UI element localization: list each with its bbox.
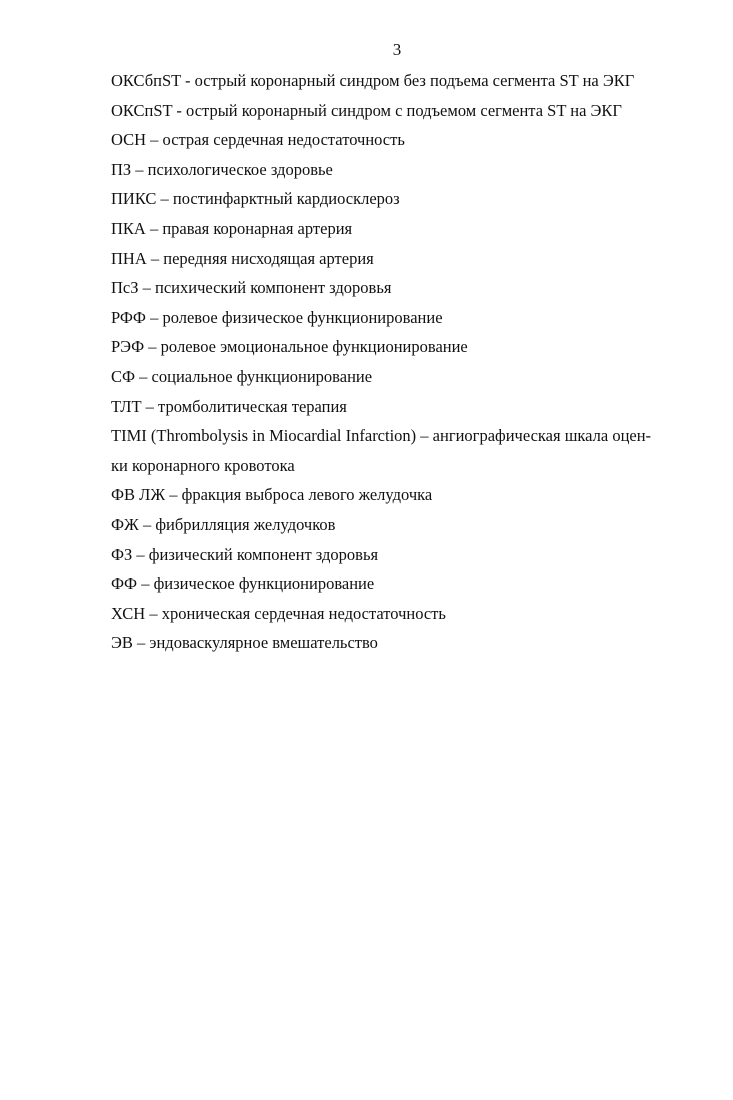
abbreviation-list bbox=[111, 66, 701, 658]
abbreviation-entry-okcpst: ОКСпST - острый коронарный синдром с подъемом сегмента ST на ЭКГ bbox=[111, 100, 622, 120]
abbreviation-entry-rff: РФФ – ролевое физическое функционирование bbox=[111, 307, 443, 327]
abbreviation-entry-sf: СФ – социальное функционирование bbox=[111, 366, 373, 386]
page-number: 3 bbox=[392, 40, 402, 59]
abbreviation-entry-pna: ПНА – передняя нисходящая артерия bbox=[111, 248, 374, 268]
abbreviation-entry-fzh: ФЖ – фибрилляция желудочков bbox=[111, 514, 336, 534]
abbreviation-entry-pka: ПКА – правая коронарная артерия bbox=[111, 218, 353, 238]
abbreviation-entry-tlt: ТЛТ – тромболитическая терапия bbox=[111, 396, 347, 416]
abbreviation-entry-psz: ПсЗ – психический компонент здоровья bbox=[111, 278, 392, 298]
abbreviation-entry-ev: ЭВ – эндоваскулярное вмешательство bbox=[111, 633, 378, 653]
abbreviation-entry-fz: ФЗ – физический компонент здоровья bbox=[111, 544, 379, 564]
abbreviation-entry-timi-continuation: ки коронарного кровотока bbox=[111, 455, 295, 475]
abbreviation-entry-hsn: ХСН – хроническая сердечная недостаточность bbox=[111, 603, 446, 623]
abbreviation-entry-pz: ПЗ – психологическое здоровье bbox=[111, 159, 333, 179]
abbreviation-entry-timi: TIMI (Thrombolysis in Miocardial Infarction) – ангиографическая шкала оцен- bbox=[111, 426, 652, 446]
abbreviation-entry-fv-lzh: ФВ ЛЖ – фракция выброса левого желудочка bbox=[111, 485, 433, 505]
abbreviation-entry-ff: ФФ – физическое функционирование bbox=[111, 574, 375, 594]
abbreviation-entry-ref: РЭФ – ролевое эмоциональное функционирование bbox=[111, 337, 468, 357]
abbreviation-entry-piks: ПИКС – постинфарктный кардиосклероз bbox=[111, 189, 400, 209]
abbreviation-entry-osn: ОСН – острая сердечная недостаточность bbox=[111, 130, 405, 150]
abbreviation-entry-okcbpst: ОКСбпST - острый коронарный синдром без подъема сегмента ST на ЭКГ bbox=[111, 71, 635, 90]
